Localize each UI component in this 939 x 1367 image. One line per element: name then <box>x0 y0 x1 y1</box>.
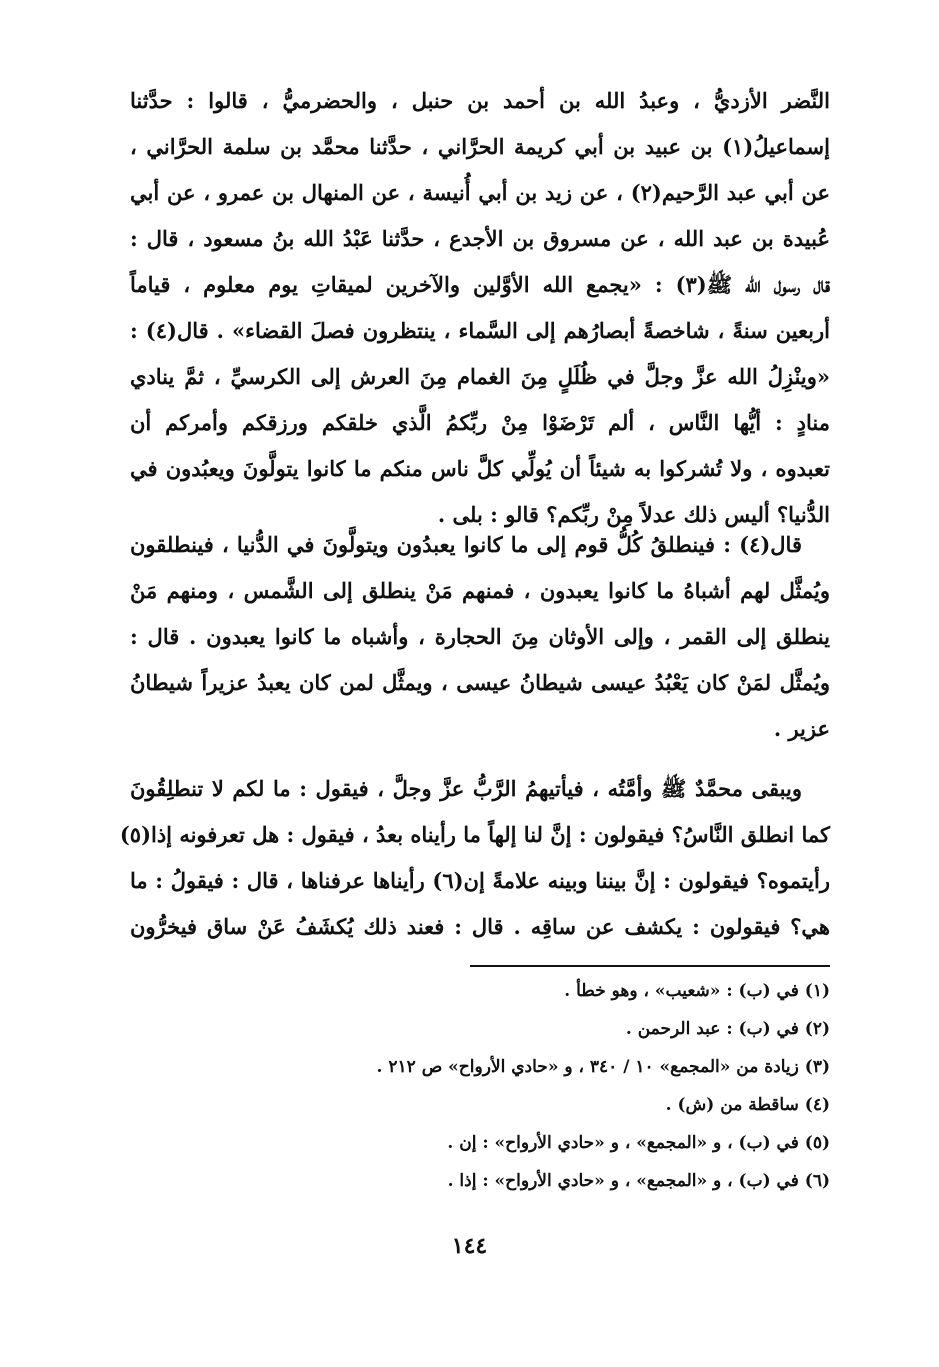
footnote: (٦) في (ب) ، و «المجمع» ، و «حادي الأرواح» : إذا . <box>447 1171 830 1191</box>
footnote: (٥) في (ب) ، و «المجمع» ، و «حادي الأرواح» : إن . <box>447 1133 830 1153</box>
text-line: النَّضر الأزديُّ ، وعبدُ الله بن أحمد بن حنبل ، والحضرميُّ ، قالوا : حدَّثنا <box>130 88 830 113</box>
text-line: ويُمثَّل لمَنْ كان يَعْبُدُ عيسى شيطانُ عيسى ، ويمثَّل لمن كان يعبدُ عزيراً شيطانُ <box>130 670 830 695</box>
text-line: قال رسول الله ﷺ(٣) : «يجمع الله الأوَّلين والآخرين لميقاتِ يوم معلوم ، قياماً <box>130 272 830 297</box>
text-line: منادٍ : أيُّها النَّاس ، ألم تَرْضَوْا مِنْ ربِّكمُ الَّذي خلقكم ورزقكم وأمركم أن <box>130 410 830 435</box>
text-line: «وينْزِلُ الله عزَّ وجلَّ في ظُلَلٍ مِنَ الغمام مِنَ العرش إلى الكرسيِّ ، ثمَّ ينادي <box>130 364 830 389</box>
footnote: (٤) ساقطة من (ش) . <box>665 1095 830 1115</box>
text-line: تعبدوه ، ولا تُشركوا به شيئاً أن يُولِّي كلَّ ناس منكم ما كانوا يتولَّونَ ويعبُدون في <box>130 456 830 481</box>
text-line: هي؟ فيقولون : يكشف عن ساقِه . قال : فعند ذلك يُكشَفُ عَنْ ساق فيخرُّون <box>130 914 830 939</box>
text-line: عُبيدة بن عبد الله ، عن مسروق بن الأجدع ، حدَّثنا عَبْدُ الله بنُ مسعود ، قال : <box>130 226 830 251</box>
text-line: ويبقى محمَّدٌ ﷺ وأمَّتُه ، فيأتيهمُ الرَّبُّ عزَّ وجلَّ ، فيقول : ما لكم لا تنطلِقُونَ <box>130 776 802 801</box>
text-line: قال(٤) : فينطلقُ كُلُّ قوم إلى ما كانوا يعبدُون ويتولَّونَ في الدُّنيا ، فينطلقون <box>130 532 802 557</box>
text-line: إسماعيلُ(١) بن عبيد بن أبي كريمة الحرَّاني ، حدَّثنا محمَّد بن سلمة الحرَّاني ، <box>130 134 830 159</box>
footnote: (٢) في (ب) : عبد الرحمن . <box>625 1019 830 1039</box>
text-line: كما انطلق النَّاسُ؟ فيقولون : إنَّ لنا إلهاً ما رأيناه بعدُ ، فيقول : هل تعرفونه إذا(٥) <box>119 822 830 847</box>
text-line: ويُمثَّل لهم أشباهُ ما كانوا يعبدون ، فمنهم مَنْ ينطلق إلى الشَّمس ، ومنهم مَنْ <box>130 578 830 603</box>
page-number: ١٤٤ <box>451 1233 488 1259</box>
footnotes <box>130 972 830 1200</box>
footnote: (٣) زيادة من «المجمع» ١٠ / ٣٤٠ ، و «حادي الأرواح» ص ٢١٢ . <box>376 1057 830 1077</box>
paragraph-3 <box>119 766 830 950</box>
footnote: (١) في (ب) : «شعيب» ، وهو خطأ . <box>564 981 830 1001</box>
text-line: عزير . <box>773 716 830 741</box>
text-line: عن أبي عبد الرَّحيم(٢) ، عن زيد بن أبي أُنيسة ، عن المنهال بن عمرو ، عن أبي <box>130 180 830 205</box>
paragraph-2 <box>130 522 830 752</box>
text-line: الدُّنيا؟ أليس ذلك عدلاً مِنْ ربِّكم؟ قالو : بلى . <box>437 502 830 527</box>
text-line: رأيتموه؟ فيقولون : إنَّ بيننا وبينه علامةً إن(٦) رأيناها عرفناها ، قال : فيقولُ : ما <box>130 868 830 893</box>
paragraph-1 <box>130 78 830 538</box>
footnote-divider <box>470 965 830 967</box>
text-line: ينطلق إلى القمر ، وإلى الأوثان مِنَ الحجارة ، وأشباه ما كانوا يعبدون . قال : <box>130 624 830 649</box>
text-line: أربعين سنةً ، شاخصةً أبصارُهم إلى السَّماء ، ينتظرون فصلَ القضاء» . قال(٤) : <box>130 318 830 343</box>
